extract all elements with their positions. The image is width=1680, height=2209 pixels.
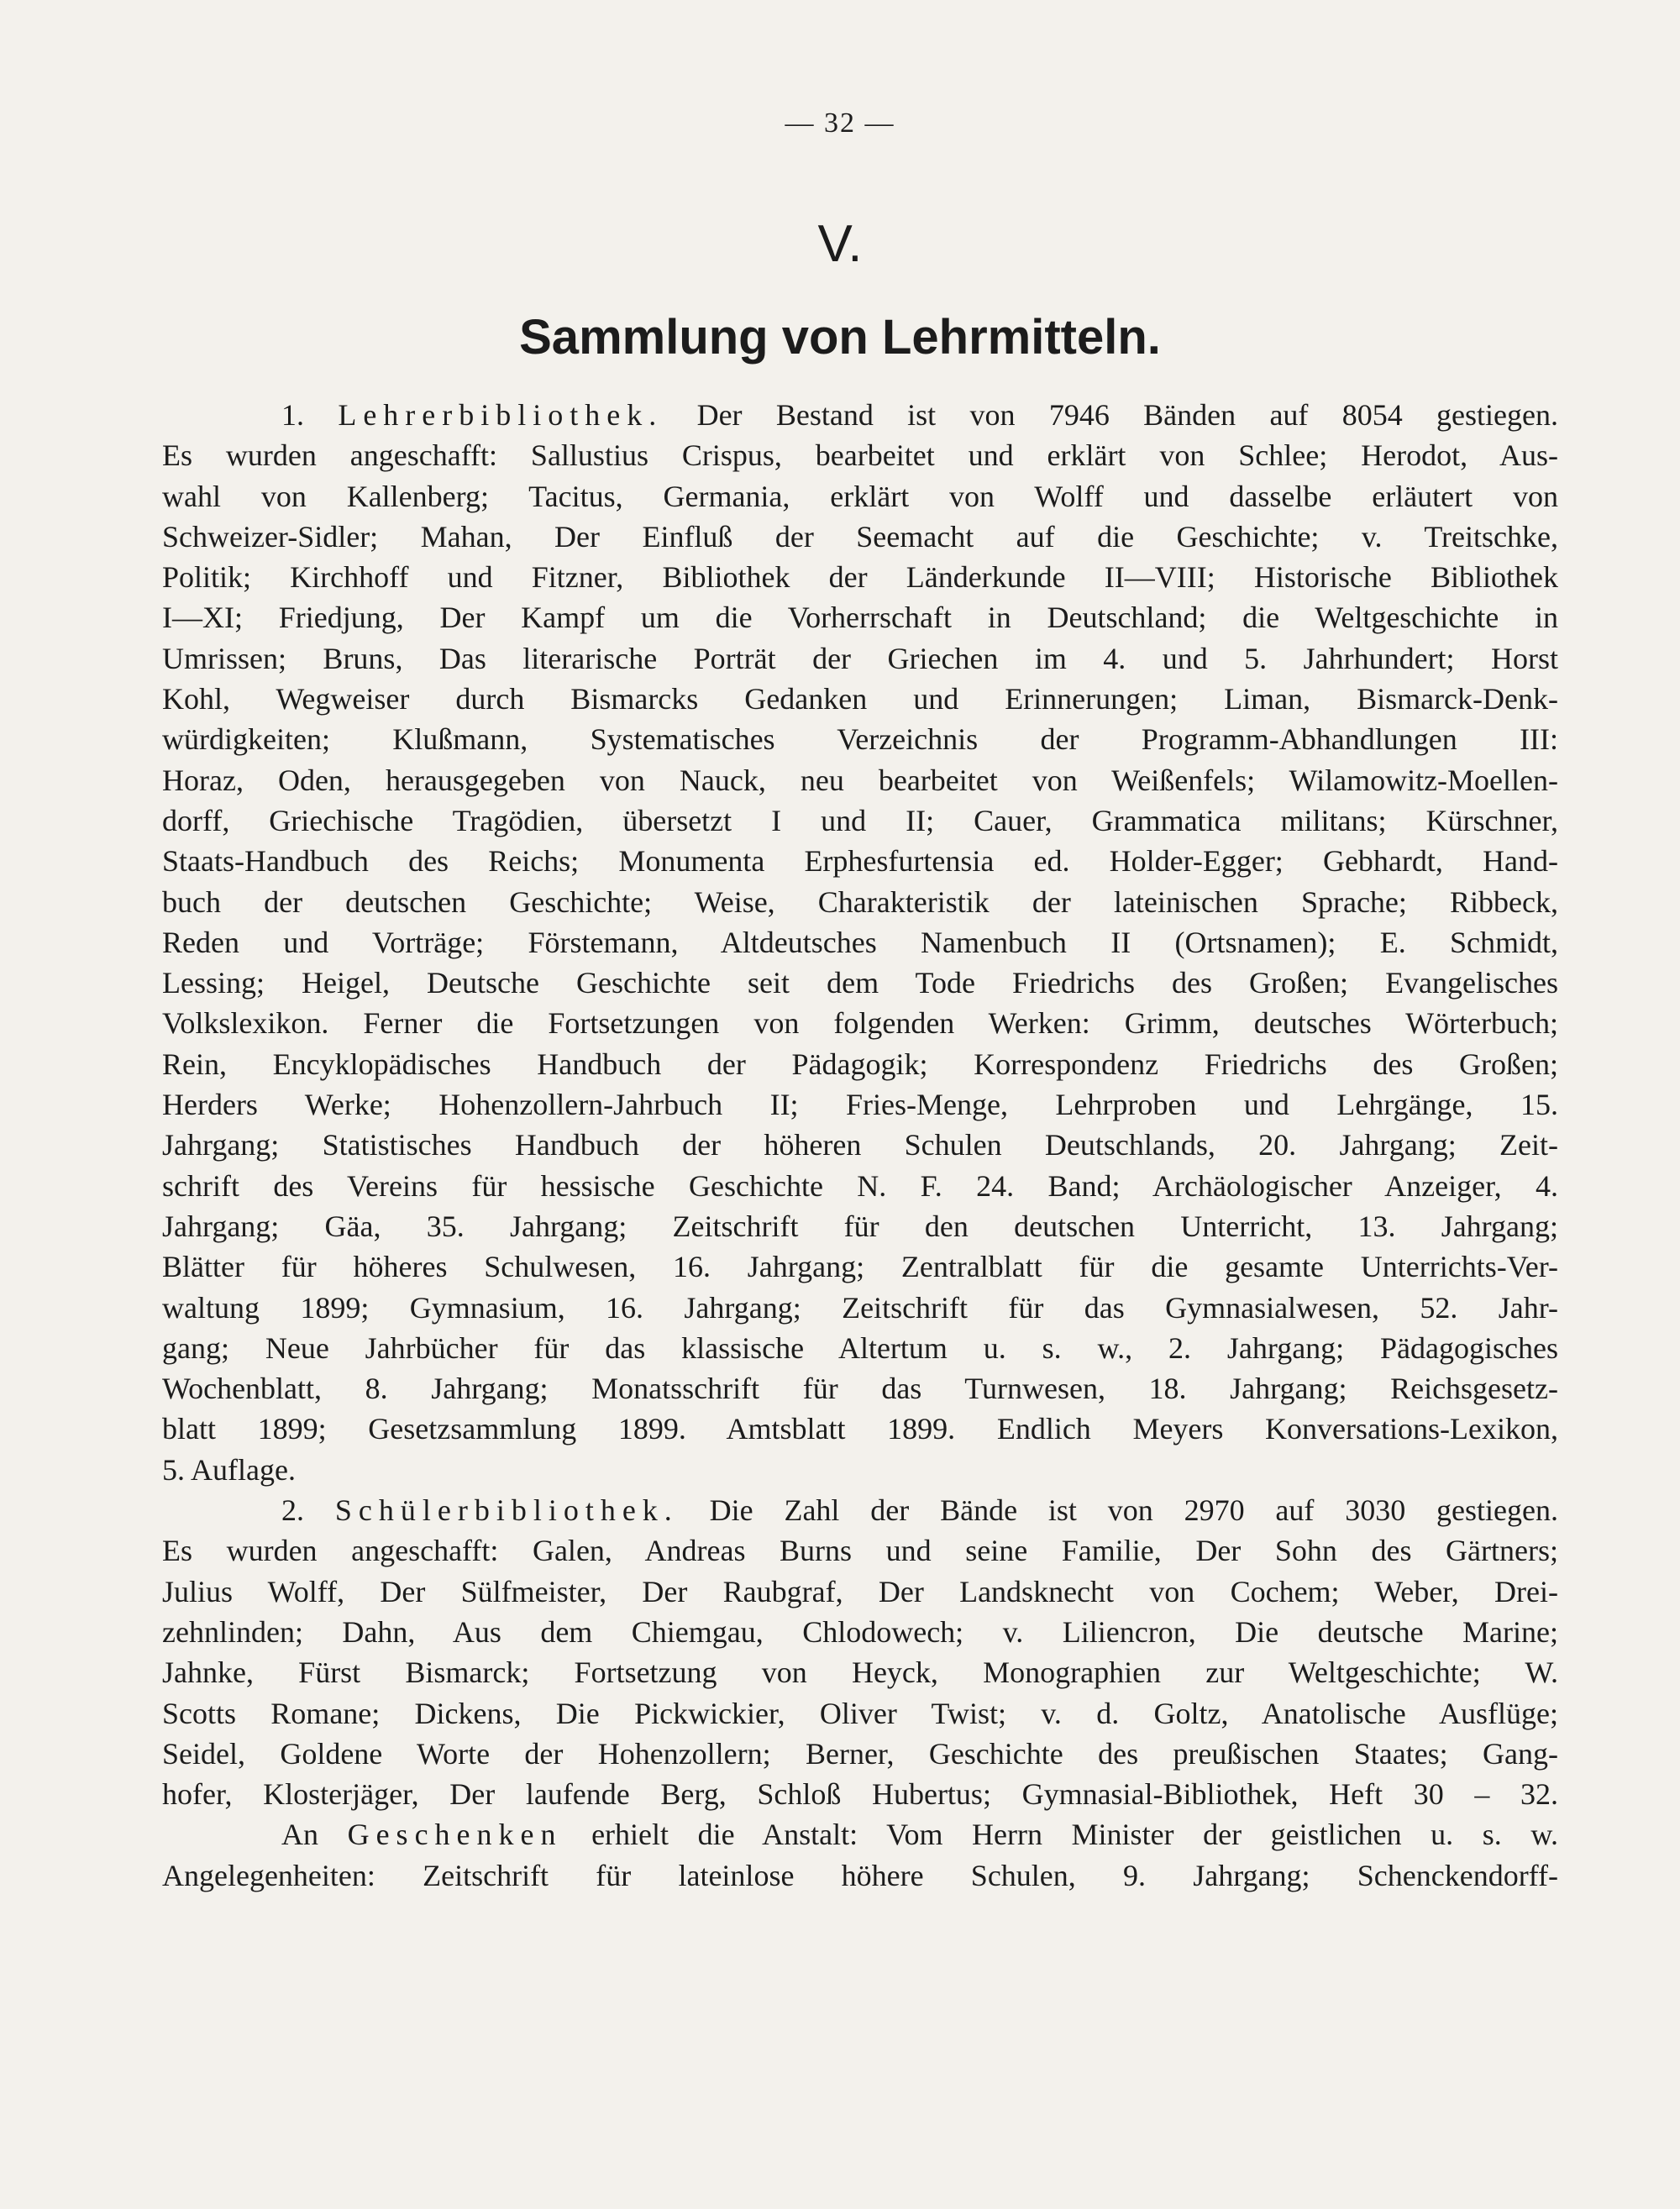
chapter-numeral: V. [817, 215, 863, 273]
text-line [162, 1409, 1558, 1449]
line-text: Herders Werke; Hohenzollern-Jahrbuch II; Fries-Menge, Lehrproben und Lehrgänge, 15. [162, 1088, 1558, 1122]
line-lead: An [281, 1818, 348, 1852]
line-text: Jahrgang; Gäa, 35. Jahrgang; Zeitschrift für den deutschen Unterricht, 13. Jahrgang; [162, 1209, 1558, 1243]
text-line [162, 1814, 1558, 1855]
line-text: 5. Auflage. [162, 1452, 296, 1487]
text-line [162, 638, 1558, 679]
body-text [162, 395, 1558, 1896]
line-text: Rein, Encyklopädisches Handbuch der Pädagogik; Korrespondenz Friedrichs des Großen; [162, 1047, 1558, 1081]
line-text: Julius Wolff, Der Sülfmeister, Der Raubgraf, Der Landsknecht von Cochem; Weber, Drei- [162, 1574, 1558, 1608]
line-text: I—XI; Friedjung, Der Kampf um die Vorherrschaft in Deutschland; die Weltgeschichte in [162, 601, 1558, 635]
line-text: Volkslexikon. Ferner die Fortsetzungen von folgenden Werken: Grimm, deutsches Wörterbuch; [162, 1006, 1558, 1041]
text-line [162, 1328, 1558, 1368]
text-line [162, 760, 1558, 800]
text-line [162, 1166, 1558, 1206]
text-line [162, 1044, 1558, 1084]
chapter-title: Sammlung von Lehrmitteln. [519, 310, 1161, 365]
line-text: Reden und Vorträge; Förstemann, Altdeutsches Namenbuch II (Ortsnamen); E. Schmidt, [162, 925, 1558, 959]
line-text: Scotts Romane; Dickens, Die Pickwickier, Oliver Twist; v. d. Goltz, Anatolische Ausflüge; [162, 1696, 1558, 1730]
page-number: — 32 — [785, 108, 895, 139]
text-line [162, 517, 1558, 557]
line-text: waltung 1899; Gymnasium, 16. Jahrgang; Zeitschrift für das Gymnasialwesen, 52. Jahr- [162, 1290, 1558, 1325]
line-text: schrift des Vereins für hessische Geschichte N. F. 24. Band; Archäologischer Anzeiger, 4. [162, 1168, 1558, 1203]
text-line [162, 1855, 1558, 1896]
text-line [162, 395, 1558, 435]
line-text: Politik; Kirchhoff und Fitzner, Bibliothek der Länderkunde II—VIII; Historische Bibliothek [162, 560, 1558, 595]
spaced-heading: Schülerbibliothek. [334, 1493, 679, 1528]
text-line [162, 476, 1558, 517]
text-line [162, 1368, 1558, 1409]
text-line [162, 1084, 1558, 1125]
line-text: Blätter für höheres Schulwesen, 16. Jahrgang; Zentralblatt für die gesamte Unterrichts-Ver- [162, 1250, 1558, 1284]
line-text: wahl von Kallenberg; Tacitus, Germania, erklärt von Wolff und dasselbe erläutert von [162, 479, 1558, 513]
line-text: würdigkeiten; Klußmann, Systematisches Verzeichnis der Programm-Abhandlungen III: [162, 722, 1558, 757]
line-text: Lessing; Heigel, Deutsche Geschichte seit dem Tode Friedrichs des Großen; Evangelisches [162, 966, 1558, 1000]
line-lead: 1. [281, 398, 339, 432]
text-line [162, 679, 1558, 719]
spaced-heading: Lehrerbibliothek. [338, 398, 664, 432]
line-text: hofer, Klosterjäger, Der laufende Berg, Schloß Hubertus; Gymnasial-Bibliothek, Heft 30 – 32. [162, 1777, 1558, 1812]
text-line [162, 1003, 1558, 1043]
line-text: Es wurden angeschafft: Sallustius Crispus, bearbeitet und erklärt von Schlee; Herodot, Aus- [162, 438, 1558, 473]
text-line [162, 1612, 1558, 1652]
text-line [162, 1652, 1558, 1692]
line-text: gang; Neue Jahrbücher für das klassische Altertum u. s. w., 2. Jahrgang; Pädagogisches [162, 1330, 1558, 1365]
text-line [162, 963, 1558, 1003]
text-line [162, 557, 1558, 597]
text-line [162, 1125, 1558, 1165]
line-text: Der Bestand ist von 7946 Bänden auf 8054 gestiegen. [663, 398, 1558, 432]
text-line [162, 1206, 1558, 1246]
line-text: Angelegenheiten: Zeitschrift für lateinlose höhere Schulen, 9. Jahrgang; Schenckendorff- [162, 1858, 1558, 1892]
line-text: buch der deutschen Geschichte; Weise, Charakteristik der lateinischen Sprache; Ribbeck, [162, 884, 1558, 919]
line-text: Es wurden angeschafft: Galen, Andreas Burns und seine Familie, Der Sohn des Gärtners; [162, 1534, 1558, 1568]
text-line [162, 1450, 1558, 1490]
line-text: Schweizer-Sidler; Mahan, Der Einfluß der Seemacht auf die Geschichte; v. Treitschke, [162, 519, 1558, 554]
line-text: blatt 1899; Gesetzsammlung 1899. Amtsblatt 1899. Endlich Meyers Konversations-Lexikon, [162, 1412, 1558, 1446]
line-text: erhielt die Anstalt: Vom Herrn Minister der geistlichen u. s. w. [562, 1818, 1558, 1852]
text-line [162, 800, 1558, 841]
line-text: Jahrgang; Statistisches Handbuch der höheren Schulen Deutschlands, 20. Jahrgang; Zeit- [162, 1128, 1558, 1162]
text-line [162, 1490, 1558, 1530]
text-line [162, 922, 1558, 963]
line-text: Die Zahl der Bände ist von 2970 auf 3030 gestiegen. [678, 1493, 1558, 1528]
text-line [162, 841, 1558, 881]
line-text: Jahnke, Fürst Bismarck; Fortsetzung von Heyck, Monographien zur Weltgeschichte; W. [162, 1655, 1558, 1690]
text-line [162, 719, 1558, 759]
text-line [162, 1246, 1558, 1287]
text-line [162, 1530, 1558, 1571]
text-line [162, 1693, 1558, 1734]
line-text: zehnlinden; Dahn, Aus dem Chiemgau, Chlodowech; v. Liliencron, Die deutsche Marine; [162, 1614, 1558, 1649]
line-text: Wochenblatt, 8. Jahrgang; Monatsschrift für das Turnwesen, 18. Jahrgang; Reichsgesetz- [162, 1372, 1558, 1406]
text-line [162, 1571, 1558, 1612]
line-lead: 2. [281, 1493, 335, 1528]
line-text: Seidel, Goldene Worte der Hohenzollern; Berner, Geschichte des preußischen Staates; Gang- [162, 1736, 1558, 1771]
text-line [162, 1734, 1558, 1774]
text-line [162, 597, 1558, 638]
spaced-heading: Geschenken [347, 1818, 563, 1852]
text-line [162, 882, 1558, 922]
line-text: Staats-Handbuch des Reichs; Monumenta Erphesfurtensia ed. Holder-Egger; Gebhardt, Hand- [162, 844, 1558, 879]
line-text: Horaz, Oden, herausgegeben von Nauck, neu bearbeitet von Weißenfels; Wilamowitz-Moellen- [162, 763, 1558, 797]
line-text: Kohl, Wegweiser durch Bismarcks Gedanken und Erinnerungen; Liman, Bismarck-Denk- [162, 682, 1558, 716]
line-text: dorff, Griechische Tragödien, übersetzt I und II; Cauer, Grammatica militans; Kürschner, [162, 803, 1558, 837]
text-line [162, 1288, 1558, 1328]
text-line [162, 435, 1558, 475]
line-text: Umrissen; Bruns, Das literarische Porträt der Griechen im 4. und 5. Jahrhundert; Horst [162, 641, 1558, 675]
text-line [162, 1774, 1558, 1814]
